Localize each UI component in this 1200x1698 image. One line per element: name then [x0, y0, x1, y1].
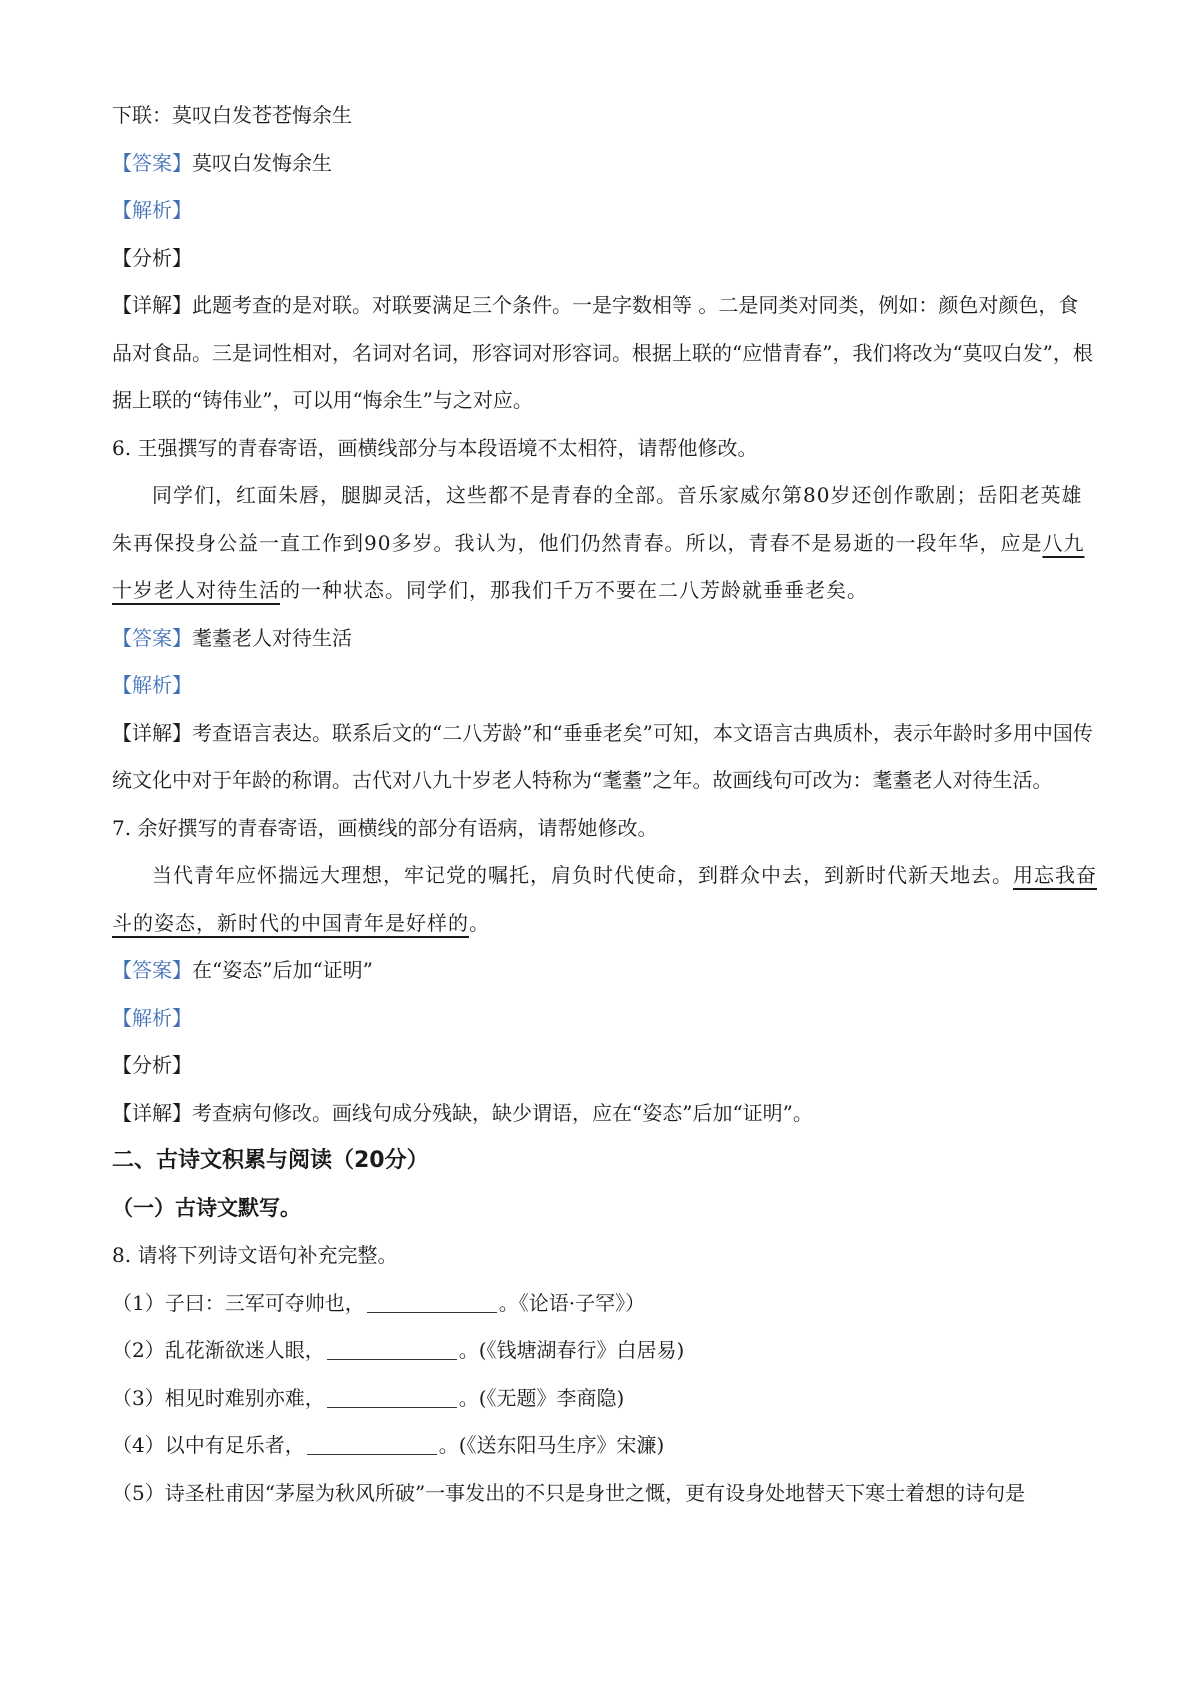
- answer-text: 莫叹白发悔余生: [192, 150, 332, 175]
- fill-item-5: （5）诗圣杜甫因“茅屋为秋风所破”一事发出的不只是身世之慨，更有设身处地替天下寒士着想的诗句是: [112, 1480, 1026, 1505]
- detail-tag: 【详解】: [112, 1100, 192, 1125]
- q6-answer: [112, 615, 1097, 663]
- fill-item-after: 。《论语·子罕》）: [498, 1290, 646, 1315]
- q6-question: 6. 王强撰写的青春寄语，画横线部分与本段语境不太相符，请帮他修改。: [112, 435, 758, 460]
- q5-fenxi: 【分析】: [112, 245, 192, 270]
- fill-item-before: （4）以中有足乐者，: [112, 1433, 305, 1457]
- fill-item-after: 。(《钱塘湖春行》白居易): [458, 1338, 685, 1362]
- detail-tag: 【详解】: [112, 293, 192, 317]
- passage-before: 同学们，红面朱唇，腿脚灵活，这些都不是青春的全部。音乐家威尔第80岁还创作歌剧；岳阳老英雄朱再保投身公益一直工作到90多岁。我认为，他们仍然青春。所以，青春不是易逝的一段年华，应是: [112, 483, 1083, 555]
- fill-item-after: 。(《送东阳马生序》宋濂): [438, 1433, 665, 1457]
- detail-text: 考查语言表达。联系后文的“二八芳龄”和“垂垂老矣”可知，本文语言古典质朴，表示年龄时多用中国传统文化中对于年龄的称谓。古代对八九十岁老人特称为“耄耋”之年。故画线句可改为：耄耋老人对待生活。: [112, 720, 1093, 792]
- q6-passage: [112, 472, 1097, 615]
- answer-tag: 【答案】: [112, 625, 192, 650]
- answer-blank[interactable]: [307, 1434, 437, 1455]
- q7-answer: [112, 947, 1097, 995]
- q7-detail: [112, 1090, 1097, 1138]
- passage-before: 当代青年应怀揣远大理想，牢记党的嘱托，肩负时代使命，到群众中去，到新时代新天地去。: [152, 863, 1013, 887]
- q6-jiexi: 【解析】: [112, 673, 192, 697]
- fill-item: [112, 1422, 1097, 1470]
- q6-detail: [112, 710, 1097, 805]
- detail-tag: 【详解】: [112, 720, 192, 745]
- q7-jiexi: 【解析】: [112, 1005, 192, 1030]
- q5-jiexi: 【解析】: [112, 198, 192, 222]
- answer-text: 耄耋老人对待生活: [192, 625, 352, 650]
- q7-question: 7. 余好撰写的青春寄语，画横线的部分有语病，请帮她修改。: [112, 815, 658, 840]
- answer-blank[interactable]: [367, 1292, 497, 1313]
- answer-text: 在“姿态”后加“证明”: [192, 958, 373, 982]
- q7-passage: [112, 852, 1097, 947]
- passage-underline: 八九十岁老人对待生活: [112, 530, 1085, 602]
- fill-item: [112, 1327, 1097, 1375]
- answer-tag: 【答案】: [112, 150, 192, 175]
- fill-item: [112, 1280, 1097, 1328]
- subsection-title: （一）古诗文默写。: [112, 1195, 301, 1220]
- section-title: 二、古诗文积累与阅读（20分）: [112, 1148, 429, 1173]
- q7-fenxi: 【分析】: [112, 1053, 192, 1077]
- passage-after: 的一种状态。同学们，那我们千万不要在二八芳龄就垂垂老矣。: [280, 578, 868, 602]
- fill-item-before: （3）相见时难别亦难，: [112, 1385, 325, 1410]
- fill-item-before: （2）乱花渐欲迷人眼，: [112, 1338, 325, 1362]
- passage-underline: 用忘我奋斗的姿态，新时代的中国青年是好样的: [112, 863, 1097, 935]
- detail-text: 此题考查的是对联。对联要满足三个条件。一是字数相等 。二是同类对同类，例如：颜色对颜色，食品对食品。三是词性相对，名词对名词，形容词对形容词。根据上联的“应惜青春”，我们将改为“莫叹白发”，根据上联的“铸伟业”，可以用“悔余生”与之对应。: [112, 293, 1093, 412]
- q5-answer: [112, 140, 1097, 188]
- passage-after: 。: [469, 910, 490, 935]
- fill-item-before: （1）子曰：三军可夺帅也，: [112, 1290, 365, 1315]
- fill-item: [112, 1375, 1097, 1423]
- fill-item-after: 。(《无题》李商隐): [458, 1385, 625, 1410]
- answer-tag: 【答案】: [112, 958, 192, 982]
- q8-question: 8. 请将下列诗文语句补充完整。: [112, 1243, 398, 1267]
- detail-text: 考查病句修改。画线句成分残缺，缺少谓语，应在“姿态”后加“证明”。: [192, 1100, 813, 1125]
- document-page: [112, 92, 1097, 1517]
- q5-detail: [112, 282, 1097, 425]
- answer-blank[interactable]: [327, 1387, 457, 1408]
- q5-xialian: 下联：莫叹白发苍苍悔余生: [112, 103, 352, 127]
- answer-blank[interactable]: [327, 1339, 457, 1360]
